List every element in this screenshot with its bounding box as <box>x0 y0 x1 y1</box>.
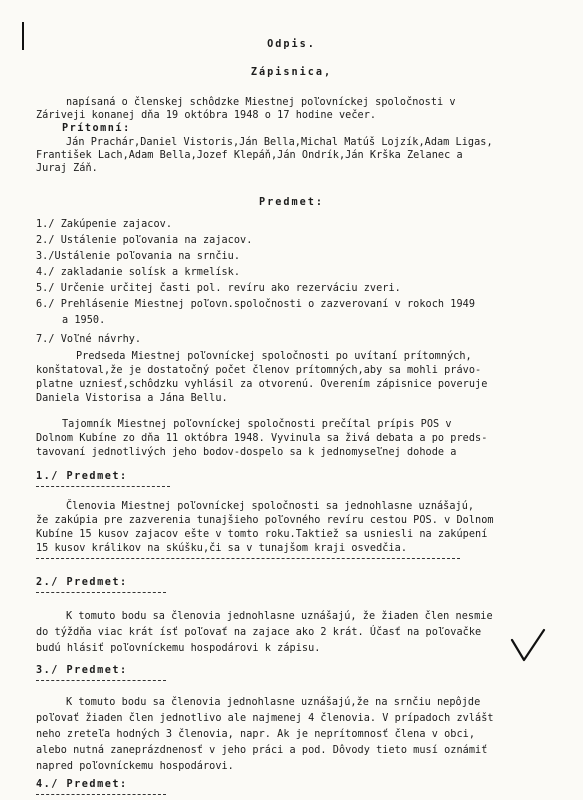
present-line-1: Ján Prachár,Daniel Vistoris,Ján Bella,Michal Matúš Lojzík,Adam Ligas, <box>66 137 493 148</box>
section3-line-2: poľovať žiaden člen jednotlivo ale najmenej 4 členovia. V prípadoch zvlášt <box>36 713 494 724</box>
intro-line-2: Záriveji konanej dňa 19 októbra 1948 o 17 hodine večer. <box>36 110 377 121</box>
paragraph1-line-1: Predseda Miestnej poľovníckej spoločnosti po uvítaní prítomných, <box>76 351 472 362</box>
section3-line-1: K tomuto bodu sa členovia jednohlasne uznášajú,že na srnčiu nepôjde <box>66 697 481 708</box>
section3-line-3: neho zreteľa hodných 3 členovia, napr. Ak je neprítomnosť člena v obci, <box>36 729 476 740</box>
agenda-item-1: 1./ Zakúpenie zajacov. <box>36 219 173 230</box>
agenda-label: Predmet: <box>258 197 325 208</box>
agenda-item-6-cont: a 1950. <box>62 315 106 326</box>
section1-label: 1./ Predmet: <box>36 471 128 482</box>
paragraph1-line-3: platne uzniesť,schôdzku vyhlásil za otvorenú. Overením zápisnice poveruje <box>36 379 488 390</box>
checkmark-icon <box>508 626 548 666</box>
paragraph1-line-2: konštatoval,že je dostatočný počet členov prítomných,aby sa mohli právo- <box>36 365 482 376</box>
section2-label: 2./ Predmet: <box>36 577 128 588</box>
paragraph2-line-2: Dolnom Kubíne zo dňa 11 októbra 1948. Vyvinula sa živá debata a po preds- <box>36 433 488 444</box>
paragraph1-line-4: Daniela Vistorisa a Jána Bellu. <box>36 393 228 404</box>
section3-line-5: napred poľovníckemu hospodárovi. <box>36 761 234 772</box>
section2-line-3: budú hlásiť poľovníckemu hospodárovi k zápisu. <box>36 643 321 654</box>
intro-line-1: napísaná o členskej schôdzke Miestnej poľovníckej spoločnosti v <box>66 97 456 108</box>
section1-underline <box>36 558 460 559</box>
agenda-item-3: 3./Ustálenie poľovania na srnčiu. <box>36 251 241 262</box>
agenda-item-2: 2./ Ustálenie poľovania na zajacov. <box>36 235 253 246</box>
agenda-item-7: 7./ Voľné návrhy. <box>36 334 142 345</box>
section2-line-1: K tomuto bodu sa členovia jednohlasne uznášajú, že žiaden člen nesmie <box>66 611 493 622</box>
section1-dash <box>36 486 170 487</box>
section1-line-3: Kubíne 15 kusov zajacov ešte v tomto roku.Taktiež sa usniesli na zakúpení <box>36 529 488 540</box>
section1-line-2: že zakúpia pre zazverenia tunajšieho poľovného revíru cestou POS. v Dolnom <box>36 515 494 526</box>
section2-line-2: do týždňa viac krát ísť poľovať na zajace ako 2 krát. Účasť na poľovačke <box>36 627 482 638</box>
present-line-3: Juraj Záň. <box>36 163 98 174</box>
paragraph2-line-3: tavovaní jednotlivých jeho bodov-dospelo sa k jednomyseľnej dohode a <box>36 447 457 458</box>
section3-label: 3./ Predmet: <box>36 665 128 676</box>
section3-dash <box>36 680 166 681</box>
document-subtitle: Zápisnica, <box>250 67 333 78</box>
section4-dash <box>36 794 166 795</box>
section2-dash <box>36 592 166 593</box>
document-title: Odpis. <box>267 39 316 50</box>
section4-label: 4./ Predmet: <box>36 779 128 790</box>
agenda-item-5: 5./ Určenie určitej časti pol. revíru ako rezerváciu zveri. <box>36 283 401 294</box>
agenda-item-4: 4./ zakladanie solísk a krmelísk. <box>36 267 241 278</box>
section1-line-4: 15 kusov králikov na skúšku,či sa v tunajšom kraji osvedčia. <box>36 543 408 554</box>
present-line-2: František Lach,Adam Bella,Jozef Klepáň,Ján Ondrík,Ján Krška Zelanec a <box>36 150 463 161</box>
agenda-item-6: 6./ Prehlásenie Miestnej poľovn.spoločnosti o zazverovaní v rokoch 1949 <box>36 299 476 310</box>
paragraph2-line-1: Tajomník Miestnej poľovníckej spoločnosti prečítal prípis POS v <box>62 419 452 430</box>
section1-line-1: Členovia Miestnej poľovníckej spoločnosti sa jednohlasne uznášajú, <box>66 501 475 512</box>
section3-line-4: alebo nutná zaneprázdnenosť v jeho práci a pod. Dôvody tieto musí oznámiť <box>36 745 488 756</box>
present-label: Prítomní: <box>62 123 131 134</box>
